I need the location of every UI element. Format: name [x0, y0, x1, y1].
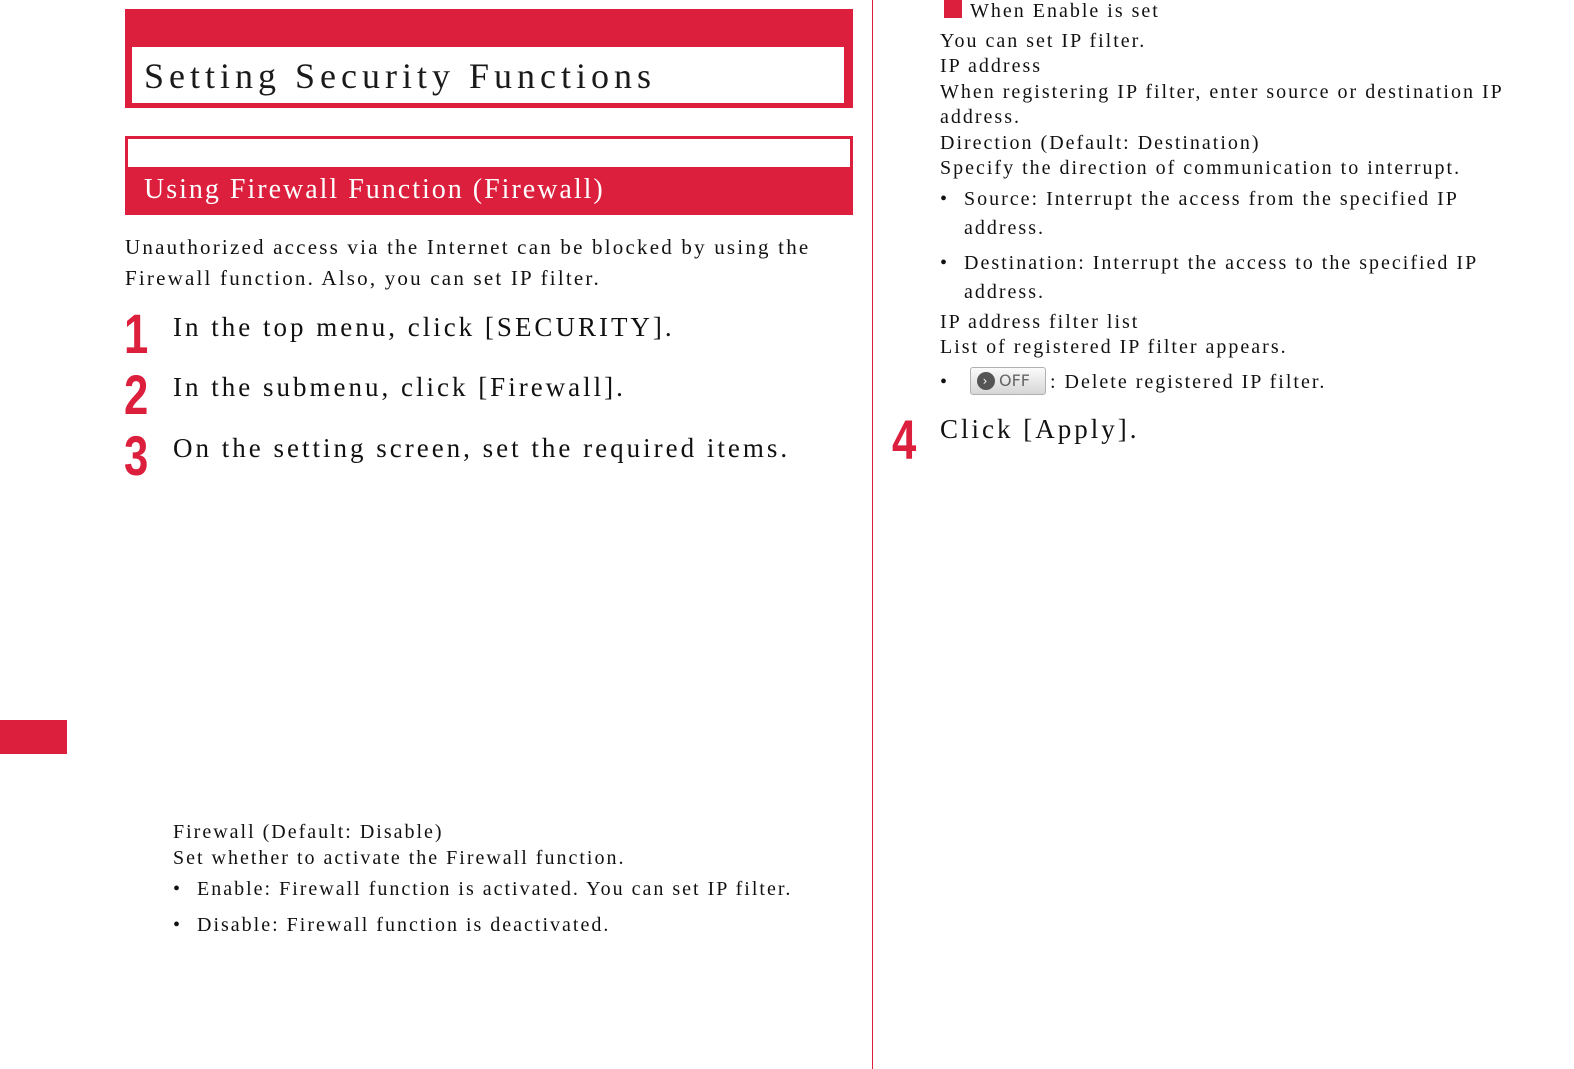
ip-address-heading: IP address [940, 55, 1043, 77]
bullet-icon: • [940, 371, 950, 393]
bullet-icon: • [940, 188, 950, 210]
firewall-heading: Firewall (Default: Disable) [173, 821, 444, 843]
step-number-4: 4 [892, 408, 915, 471]
step-number-3: 3 [124, 424, 147, 487]
filter-list-desc: List of registered IP filter appears. [940, 336, 1288, 358]
intro-paragraph: Unauthorized access via the Internet can be blocked by using the Firewall function. Also, you can set IP filter. [125, 235, 811, 290]
ip-address-desc-line2: address. [940, 106, 1021, 128]
section-title: Using Firewall Function (Firewall) [144, 174, 605, 205]
firewall-desc: Set whether to activate the Firewall function. [173, 847, 626, 869]
bullet-icon: • [173, 878, 183, 900]
destination-item [940, 252, 1478, 275]
section-title-box [125, 136, 853, 215]
step-text-3: On the setting screen, set the required items. [173, 433, 791, 463]
firewall-enable-item [173, 878, 792, 901]
when-enable-heading: When Enable is set [970, 0, 1160, 22]
step-text-2: In the submenu, click [Firewall]. [173, 372, 626, 402]
step-number-2: 2 [124, 363, 147, 426]
filter-list-heading: IP address filter list [940, 311, 1140, 333]
firewall-enable-text: Enable: Firewall function is activated. You can set IP filter. [197, 878, 793, 900]
firewall-disable-item [173, 914, 610, 937]
square-bullet-icon [944, 0, 962, 18]
section-title-strip [128, 139, 850, 167]
step-number-1: 1 [124, 302, 147, 365]
page-title: Setting Security Functions [144, 56, 656, 96]
page-title-box [125, 9, 853, 108]
off-button-desc: : Delete registered IP filter. [1050, 371, 1327, 393]
destination-text-cont: address. [964, 281, 1045, 303]
off-button-item [940, 367, 1326, 395]
source-text-cont: address. [964, 217, 1045, 239]
chapter-tab [0, 720, 67, 754]
when-enable-heading-row [944, 0, 1160, 25]
column-divider [872, 0, 873, 1069]
when-enable-desc: You can set IP filter. [940, 30, 1147, 52]
bullet-icon: • [173, 914, 183, 936]
chevron-right-icon: › [977, 372, 995, 390]
off-button[interactable] [970, 367, 1046, 395]
source-text: Source: Interrupt the access from the specified IP [964, 188, 1459, 210]
step-text-1: In the top menu, click [SECURITY]. [173, 312, 675, 342]
step-text-4: Click [Apply]. [940, 414, 1140, 444]
source-item [940, 188, 1459, 211]
bullet-icon: • [940, 252, 950, 274]
direction-desc: Specify the direction of communication to interrupt. [940, 157, 1462, 179]
ip-address-desc-line1: When registering IP filter, enter source or destination IP [940, 81, 1504, 103]
direction-heading: Direction (Default: Destination) [940, 132, 1261, 154]
off-button-label: OFF [999, 371, 1030, 390]
destination-text: Destination: Interrupt the access to the specified IP [964, 252, 1479, 274]
firewall-disable-text: Disable: Firewall function is deactivated. [197, 914, 611, 936]
page-title-frame [132, 47, 844, 103]
